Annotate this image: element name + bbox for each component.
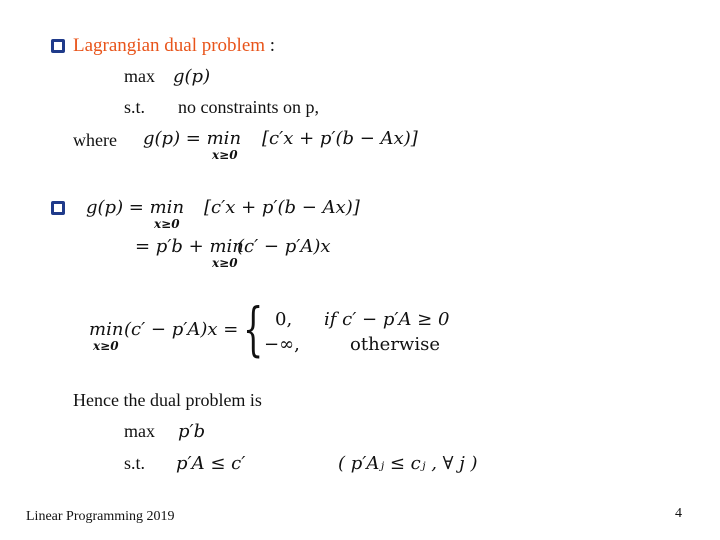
dual-max-label: max [124, 421, 155, 441]
dual-componentwise: ( p′Aⱼ ≤ cⱼ , ∀ j ) [338, 453, 478, 474]
derivation-line2-rhs: (c′ − p′A)x [237, 236, 331, 257]
st-constraints: no constraints on p, [178, 97, 319, 117]
case2-condition: otherwise [350, 334, 440, 355]
where-label: where [73, 130, 117, 150]
st-label: s.t. [124, 97, 146, 117]
case1-condition: if c′ − p′A ≥ 0 [324, 309, 450, 330]
max-label: max [124, 66, 155, 86]
heading-text: Lagrangian dual problem [73, 35, 266, 56]
dual-objective: p′b [178, 421, 206, 442]
case1-value: 0, [275, 309, 293, 330]
derivation-line2-subscript: x≥0 [212, 256, 238, 270]
left-brace: { [243, 295, 264, 363]
derivation-line1-rhs: [c′x + p′(b − Ax)] [204, 197, 360, 218]
checkbox-bullet-icon [51, 201, 65, 215]
case2-value: −∞, [264, 334, 300, 355]
footer-course: Linear Programming 2019 [26, 509, 175, 524]
checkbox-bullet-icon [51, 39, 65, 53]
piecewise-lhs: (c′ − p′A)x = [124, 319, 239, 340]
page-number: 4 [675, 506, 682, 521]
dual-constraint: p′A ≤ c′ [176, 453, 246, 474]
where-subscript: x≥0 [212, 148, 238, 162]
dual-st-label: s.t. [124, 453, 146, 473]
piecewise-subscript: x≥0 [93, 339, 119, 353]
derivation-line1-lhs: g(p) = min [86, 197, 185, 218]
dual-intro: Hence the dual problem is [73, 390, 262, 410]
derivation-line1-subscript: x≥0 [154, 217, 180, 231]
piecewise-min: min [89, 319, 124, 340]
max-objective: g(p) [173, 66, 211, 87]
where-rhs: [c′x + p′(b − Ax)] [262, 128, 418, 149]
section-heading [73, 35, 275, 57]
derivation-line2-lhs: = p′b + min [135, 236, 244, 257]
where-lhs: g(p) = min [143, 128, 242, 149]
heading-colon: : [269, 35, 276, 56]
